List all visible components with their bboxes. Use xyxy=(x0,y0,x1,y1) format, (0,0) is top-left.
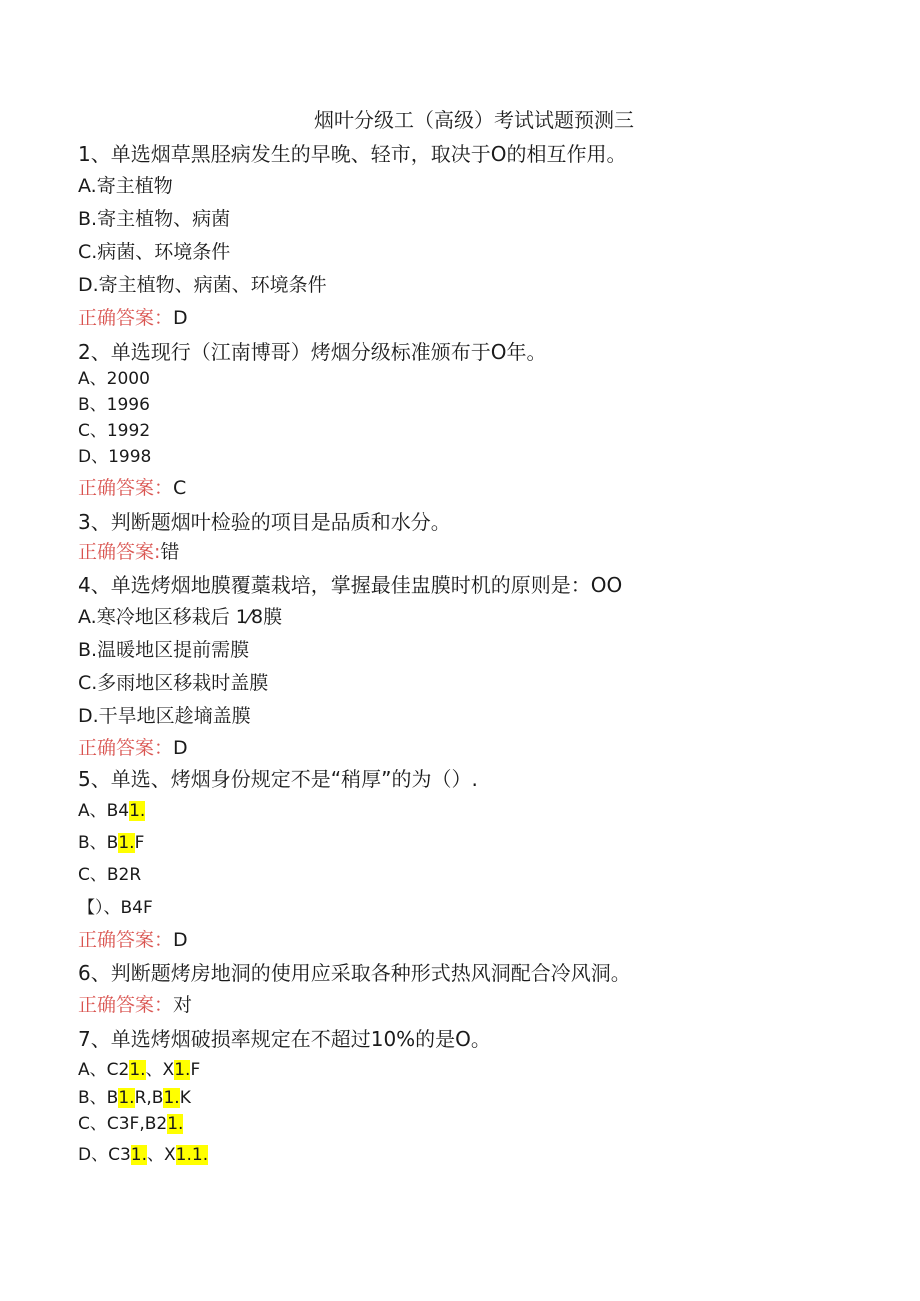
question-4-option-c: C.多雨地区移栽时盖膜 xyxy=(78,672,269,694)
question-1-option-b: B.寄主植物、病菌 xyxy=(78,208,231,230)
question-4-option-b: B.温暖地区提前需膜 xyxy=(78,639,250,661)
question-1-option-c: C.病菌、环境条件 xyxy=(78,241,231,263)
question-4-option-a: A.寒冷地区移栽后 1⁄8膜 xyxy=(78,606,283,628)
question-3-answer xyxy=(78,541,179,564)
option-text: K xyxy=(179,1088,191,1108)
question-5-option-d: 【）、B4F xyxy=(78,898,153,918)
question-7-option-a xyxy=(78,1060,200,1080)
answer-label: 正确答案： xyxy=(78,929,174,951)
option-text: A、B4 xyxy=(78,801,130,821)
question-6-answer xyxy=(78,994,192,1017)
option-text: B、B xyxy=(78,833,119,853)
option-text: R,B xyxy=(134,1088,164,1108)
option-text: C、C3F,B2 xyxy=(78,1114,168,1134)
answer-value: C xyxy=(173,477,187,499)
question-2-option-a: A、2000 xyxy=(78,369,150,389)
answer-value: D xyxy=(173,307,188,329)
question-2-option-c: C、1992 xyxy=(78,421,151,441)
option-text: 、X xyxy=(145,1060,175,1080)
answer-value: D xyxy=(173,737,188,759)
question-2-option-b: B、1996 xyxy=(78,395,150,415)
question-1-option-a: A.寄主植物 xyxy=(78,175,173,197)
answer-label: 正确答案: xyxy=(78,541,161,563)
question-7-option-c xyxy=(78,1114,183,1134)
highlighted-text: 1. xyxy=(174,1060,191,1080)
question-7-option-d xyxy=(78,1145,208,1165)
option-text: F xyxy=(134,833,145,853)
question-4-answer xyxy=(78,737,188,760)
highlighted-text: 1. xyxy=(118,833,135,853)
question-6-stem: 6、判断题烤房地洞的使用应采取各种形式热风洞配合冷风洞。 xyxy=(78,961,631,985)
question-4-option-d: D.干旱地区趁墒盖膜 xyxy=(78,705,251,727)
question-1-answer xyxy=(78,307,188,330)
option-text: B、B xyxy=(78,1088,119,1108)
option-text: D、C3 xyxy=(78,1145,131,1165)
question-7-stem: 7、单选烤烟破损率规定在不超过10%的是O。 xyxy=(78,1027,491,1051)
question-2-option-d: D、1998 xyxy=(78,447,152,467)
question-1-option-d: D.寄主植物、病菌、环境条件 xyxy=(78,274,327,296)
answer-value: D xyxy=(173,929,188,951)
option-text: A、C2 xyxy=(78,1060,130,1080)
question-5-option-a xyxy=(78,801,145,821)
highlighted-text: 1. xyxy=(129,801,146,821)
answer-label: 正确答案： xyxy=(78,994,174,1016)
highlighted-text: 1. xyxy=(167,1114,184,1134)
highlighted-text: 1.1. xyxy=(175,1145,209,1165)
highlighted-text: 1. xyxy=(118,1088,135,1108)
option-text: F xyxy=(190,1060,201,1080)
question-7-option-b xyxy=(78,1088,191,1108)
highlighted-text: 1. xyxy=(129,1060,146,1080)
question-5-option-c: C、B2R xyxy=(78,865,142,885)
question-5-option-b xyxy=(78,833,144,853)
question-1-stem: 1、单选烟草黑胫病发生的早晚、轻市，取决于O的相互作用。 xyxy=(78,142,627,166)
question-2-answer xyxy=(78,477,186,500)
answer-value: 对 xyxy=(173,994,193,1016)
question-4-stem: 4、单选烤烟地膜覆藁栽培，掌握最佳盅膜时机的原则是：OO xyxy=(78,573,623,597)
question-2-stem: 2、单选现行（江南博哥）烤烟分级标准颁布于O年。 xyxy=(78,340,547,364)
question-5-stem: 5、单选、烤烟身份规定不是“稍厚”的为（）. xyxy=(78,767,478,791)
option-text: 、X xyxy=(147,1145,176,1165)
answer-label: 正确答案： xyxy=(78,307,174,329)
question-3-stem: 3、判断题烟叶检验的项目是品质和水分。 xyxy=(78,510,451,534)
highlighted-text: 1. xyxy=(163,1088,180,1108)
highlighted-text: 1. xyxy=(130,1145,148,1165)
answer-value: 错 xyxy=(160,541,180,563)
document-title: 烟叶分级工（高级）考试试题预测三 xyxy=(314,108,634,132)
answer-label: 正确答案： xyxy=(78,477,174,499)
answer-label: 正确答案： xyxy=(78,737,174,759)
question-5-answer xyxy=(78,929,188,952)
